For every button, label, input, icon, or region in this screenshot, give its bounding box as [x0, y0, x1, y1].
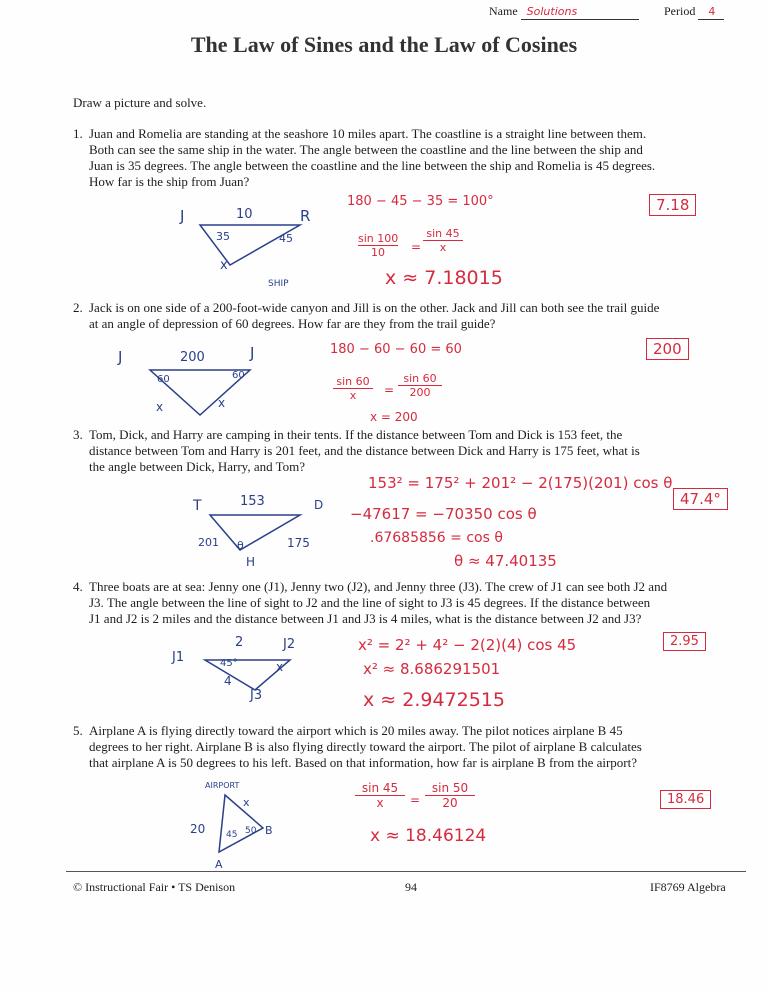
q5-fraction-2-num: sin 50 [425, 781, 475, 796]
q4-work-step2: x² ≈ 8.686291501 [363, 660, 501, 678]
fig1-label-x: x [220, 258, 228, 273]
q5-equals: = [410, 793, 421, 807]
fig5-label-airport: AIRPORT [205, 781, 240, 790]
q1-answer-box: 7.18 [649, 194, 696, 216]
q5-answer-box: 18.46 [660, 790, 711, 809]
q4-work-equation: x² = 2² + 4² − 2(2)(4) cos 45 [358, 636, 577, 654]
question-text-line: distance between Tom and Harry is 201 feet, and the distance between Dick and Harry is 175 feet, what is [89, 443, 640, 458]
q4-answer-box: 2.95 [663, 632, 706, 651]
question-text-line: Juan and Romelia are standing at the seashore 10 miles apart. The coastline is a straight line between them. [89, 126, 647, 141]
q3-result: θ ≈ 47.40135 [454, 552, 557, 570]
page-title: The Law of Sines and the Law of Cosines [190, 32, 578, 57]
question-number: 1. [73, 126, 83, 141]
question-number: 5. [73, 723, 83, 738]
q2-fraction-1-den: x [349, 389, 357, 402]
fig1-label-j: J [180, 207, 185, 225]
fig4-label-side-4: 4 [224, 674, 232, 688]
fig5-label-b: B [265, 824, 273, 837]
fig1-label-side: 10 [236, 207, 253, 222]
footer-copyright: © Instructional Fair • TS Denison [73, 880, 236, 894]
fig2-angle-left: 60 [157, 374, 170, 385]
fig3-angle-theta: θ [237, 539, 244, 552]
question-text-line: J3. The angle between the line of sight to J2 and the line of sight to J3 is 45 degrees. If the distance between [89, 595, 651, 610]
q1-fraction-2-num: sin 45 [423, 227, 463, 241]
footer-rule [66, 871, 746, 872]
question-text-line: How far is the ship from Juan? [89, 174, 250, 189]
fig4-label-j2: J2 [283, 637, 296, 652]
question-text-line: Both can see the same ship in the water. The angle between the coastline and the line between the ship and [89, 142, 643, 157]
q1-fraction-1-den: 10 [371, 246, 385, 259]
q2-work-angle: 180 − 60 − 60 = 60 [330, 342, 462, 357]
footer-code: IF8769 Algebra [650, 880, 726, 894]
q2-fraction-2-den: 200 [409, 386, 431, 399]
question-text-line: Airplane A is flying directly toward the airport which is 20 miles away. The pilot notices airplane B 45 [89, 723, 623, 738]
q1-result: x ≈ 7.18015 [385, 267, 503, 289]
q2-answer-box: 200 [646, 338, 689, 360]
fig4-label-j3: J3 [250, 688, 263, 703]
fig2-label-x1: x [156, 400, 164, 414]
question-text-line: at an angle of depression of 60 degrees. How far are they from the trail guide? [89, 316, 496, 331]
fig3-label-th: 201 [198, 536, 219, 549]
question-3 [73, 427, 753, 475]
q1-fraction-1 [358, 232, 398, 259]
triangle-figure-3 [200, 510, 320, 560]
q2-equals: = [384, 383, 395, 397]
fig3-label-t: T [193, 498, 202, 514]
fig4-label-side-2: 2 [235, 635, 244, 650]
q1-equals: = [411, 240, 422, 254]
fig5-label-x: x [243, 796, 250, 809]
period-field [664, 4, 724, 20]
q5-fraction-1 [355, 781, 405, 810]
period-value: 4 [708, 5, 716, 18]
question-number: 4. [73, 579, 83, 594]
question-text-line: Jack is on one side of a 200-foot-wide canyon and Jill is on the other. Jack and Jill can both see the trail guide [89, 300, 660, 315]
question-2 [73, 300, 753, 332]
instructions: Draw a picture and solve. [73, 95, 207, 110]
period-line [698, 4, 724, 20]
q3-work-equation: 153² = 175² + 201² − 2(175)(201) cos θ [368, 474, 673, 492]
fig1-label-r: R [300, 207, 311, 225]
question-text-line: degrees to her right. Airplane B is also flying directly toward the airport. The pilot of airplane B calculates [89, 739, 642, 754]
question-number: 3. [73, 427, 83, 442]
fig3-label-d: D [314, 498, 324, 512]
fig1-angle-35: 35 [216, 230, 230, 243]
question-text-line: Juan is 35 degrees. The angle between the coastline and the line between the ship and Romelia is 45 degrees. [89, 158, 656, 173]
q5-fraction-1-num: sin 45 [355, 781, 405, 796]
fig2-angle-right: 60 [232, 370, 245, 381]
q1-fraction-2-den: x [439, 241, 447, 254]
name-line [521, 4, 639, 20]
fig3-label-dh: 175 [287, 536, 310, 550]
q1-fraction-2 [423, 227, 463, 254]
fig5-label-20: 20 [190, 822, 206, 836]
fig2-label-side: 200 [180, 350, 205, 365]
fig4-label-j1: J1 [172, 650, 185, 665]
fig4-angle-45: 45° [220, 658, 238, 669]
q1-work-angle: 180 − 45 − 35 = 100° [347, 194, 494, 209]
fig1-label-ship: SHIP [268, 279, 289, 289]
q5-fraction-2 [425, 781, 475, 810]
question-text-line: that airplane A is 50 degrees to his left. Based on that information, how far is airplane B from the airport? [89, 755, 638, 770]
question-1 [73, 126, 753, 190]
fig5-label-a: A [215, 858, 223, 871]
q4-result: x ≈ 2.9472515 [363, 689, 505, 711]
question-4 [73, 579, 753, 627]
q1-fraction-1-num: sin 100 [358, 232, 399, 245]
fig5-angle-45: 45 [226, 830, 238, 840]
fig2-label-jill: J [250, 344, 255, 362]
fig2-label-jack: J [118, 348, 123, 366]
footer-page-number: 94 [405, 880, 417, 894]
q5-result: x ≈ 18.46124 [370, 826, 487, 846]
fig2-label-x2: x [218, 396, 226, 410]
q3-work-step3: .67685856 = cos θ [370, 530, 503, 546]
name-value: Solutions [526, 5, 578, 18]
q2-fraction-1 [333, 375, 373, 402]
fig3-label-h: H [246, 555, 256, 569]
q2-result: x = 200 [370, 410, 418, 424]
question-5 [73, 723, 753, 771]
period-label: Period [664, 4, 696, 18]
q3-answer-box: 47.4° [673, 488, 728, 510]
fig1-angle-45: 45 [279, 232, 293, 245]
q3-work-step2: −47617 = −70350 cos θ [350, 505, 537, 523]
fig5-angle-50: 50 [245, 826, 257, 836]
question-text-line: J1 and J2 is 2 miles and the distance between J1 and J3 is 4 miles, what is the distance between J2 and J3? [89, 611, 642, 626]
q5-fraction-1-den: x [376, 796, 384, 810]
question-number: 2. [73, 300, 83, 315]
fig4-label-x: x [276, 660, 284, 674]
name-field [489, 4, 639, 20]
q5-fraction-2-den: 20 [442, 796, 458, 810]
question-text-line: Three boats are at sea: Jenny one (J1), Jenny two (J2), and Jenny three (J3). The crew of J1 can see both J2 and [89, 579, 668, 594]
fig3-label-td: 153 [240, 494, 265, 509]
q2-fraction-2 [398, 372, 442, 399]
q2-fraction-1-num: sin 60 [333, 375, 373, 389]
q2-fraction-2-num: sin 60 [398, 372, 442, 386]
question-text-line: Tom, Dick, and Harry are camping in their tents. If the distance between Tom and Dick is 153 feet, the [89, 427, 623, 442]
question-text-line: the angle between Dick, Harry, and Tom? [89, 459, 306, 474]
name-label: Name [489, 4, 518, 18]
